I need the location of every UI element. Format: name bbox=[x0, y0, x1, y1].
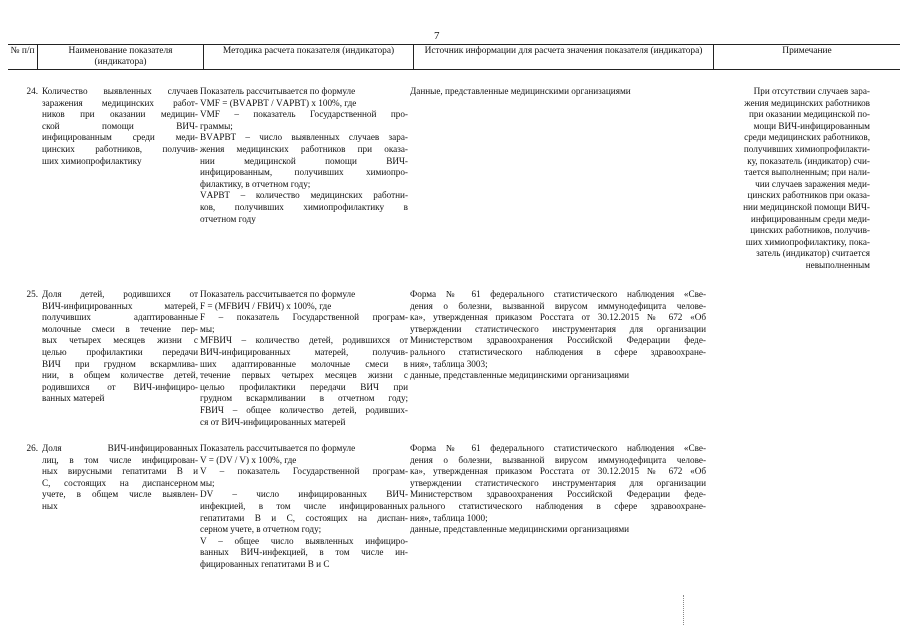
text-line: получивших адаптированные bbox=[42, 312, 198, 323]
text-line: VМF – показатель Государственной про- bbox=[200, 109, 408, 120]
indicator-name bbox=[42, 86, 198, 167]
text-line: С, состоящих на диспансерном bbox=[42, 477, 198, 488]
text-line: ванных матерей bbox=[42, 393, 105, 404]
text-line: фицированных гепатитами В и С bbox=[200, 558, 330, 569]
text-line: жения медицинских работников bbox=[744, 97, 870, 108]
text-line: ших адаптированные молочные смеси в bbox=[200, 358, 408, 369]
indicator-name bbox=[42, 289, 198, 405]
text-line: Министерством здравоохранения Российской Федерации феде- bbox=[410, 489, 706, 500]
text-line: утверждении статистического инструментария для организации bbox=[410, 477, 706, 488]
text-line: V = (DV / V) x 100%, где bbox=[200, 454, 297, 465]
text-line: ся от ВИЧ-инфицированных матерей bbox=[200, 416, 346, 427]
text-line: ской помощи ВИЧ- bbox=[42, 120, 198, 131]
text-line: VМF = (BVАРВТ / VАРВТ) x 100%, где bbox=[200, 97, 357, 108]
text-line: ных bbox=[42, 500, 58, 511]
text-line: ВИЧ-инфицированных матерей, получив- bbox=[200, 346, 408, 357]
text-line: ку, показатель (индикатор) счи- bbox=[747, 155, 870, 166]
information-source bbox=[410, 289, 706, 382]
text-line: затель (индикатор) считается bbox=[756, 248, 870, 259]
page-number: 7 bbox=[434, 30, 440, 42]
text-line: цинских работников, получив- bbox=[750, 225, 870, 236]
text-line: ших химиопрофилактику, пока- bbox=[745, 236, 870, 247]
text-line: течение первых четырех месяцев жизни с bbox=[200, 370, 408, 381]
table-header bbox=[8, 44, 900, 70]
text-line: целью профилактики передачи ВИЧ при bbox=[200, 381, 408, 392]
text-line: гепатитами В и С, состоящих на диспан- bbox=[200, 512, 408, 523]
text-line: Форма № 61 федерального статистического наблюдения «Све- bbox=[410, 443, 706, 453]
header-note: Примечание bbox=[782, 46, 832, 56]
text-line: лиц, в том числе инфицирован- bbox=[42, 454, 198, 465]
text-line: невыполненным bbox=[805, 259, 870, 270]
row-number: 26. bbox=[26, 443, 38, 453]
text-line: Доля детей, родившихся от bbox=[42, 289, 198, 299]
text-line: ка», утвержденная приказом Росстата от 30.12.2015 № 672 «Об bbox=[410, 466, 706, 477]
text-line: Министерством здравоохранения Российской Федерации феде- bbox=[410, 335, 706, 346]
header-method: Методика расчета показателя (индикатора) bbox=[204, 45, 414, 69]
text-line: мы; bbox=[200, 323, 215, 334]
text-line: при оказании медицинской по- bbox=[748, 109, 870, 120]
text-line: родившихся от ВИЧ-инфициро- bbox=[42, 381, 198, 392]
text-line: рального статистического наблюдения в сфере здравоохране- bbox=[410, 346, 706, 357]
text-line: VАРВТ – количество медицинских работни- bbox=[200, 190, 408, 201]
information-source bbox=[410, 86, 706, 98]
text-line: ка», утвержденная приказом Росстата от 30.12.2015 № 672 «Об bbox=[410, 312, 706, 323]
text-line: грудном вскармливании в отчетном году; bbox=[200, 393, 408, 404]
text-line: V – общее число выявленных инфициро- bbox=[200, 535, 408, 546]
text-line: Форма № 61 федерального статистического наблюдения «Све- bbox=[410, 289, 706, 299]
text-line: Доля ВИЧ-инфицированных bbox=[42, 443, 198, 453]
text-line: V – показатель Государственной програм- bbox=[200, 466, 408, 477]
text-line: ных вирусными гепатитами В и bbox=[42, 466, 198, 477]
information-source bbox=[410, 443, 706, 536]
text-line: мы; bbox=[200, 477, 215, 488]
indicator-name bbox=[42, 443, 198, 513]
text-line: ВИЧ при грудном вскармлива- bbox=[42, 358, 198, 369]
text-line: нии, в общем количестве детей, bbox=[42, 370, 198, 381]
text-line: тается выполненным; при нали- bbox=[744, 167, 870, 178]
text-line: целью профилактики передачи bbox=[42, 346, 198, 357]
text-line: ников при оказании медицин- bbox=[42, 109, 198, 120]
text-line: дения о болезни, вызванной вирусом иммунодефицита челове- bbox=[410, 300, 706, 311]
remark bbox=[720, 86, 870, 272]
text-line: ших химиопрофилактику bbox=[42, 155, 142, 166]
text-line: данные, представленные медицинскими организациями bbox=[410, 524, 630, 535]
text-line: граммы; bbox=[200, 120, 233, 131]
text-line: BVАРВТ – число выявленных случаев зара- bbox=[200, 132, 408, 143]
text-line: молочные смеси в течение пер- bbox=[42, 323, 198, 334]
text-line: серном учете, в отчетном году; bbox=[200, 524, 322, 535]
text-line: филактику, в отчетном году; bbox=[200, 178, 311, 189]
text-line: ния», таблица 1000; bbox=[410, 512, 488, 523]
text-line: мощи ВИЧ-инфицированным bbox=[753, 120, 870, 131]
scan-artifact-line bbox=[683, 595, 685, 625]
text-line: F = (MFВИЧ / FВИЧ) x 100%, где bbox=[200, 300, 332, 311]
text-line: инфекцией, в том числе инфицированных bbox=[200, 500, 408, 511]
text-line: среди медицинских работников, bbox=[744, 132, 870, 143]
text-line: инфицированным среди меди- bbox=[42, 132, 198, 143]
row-number: 25. bbox=[26, 289, 38, 299]
text-line: учете, в общем числе выявлен- bbox=[42, 489, 198, 500]
text-line: При отсутствии случаев зара- bbox=[753, 86, 870, 96]
text-line: дения о болезни, вызванной вирусом иммунодефицита челове- bbox=[410, 454, 706, 465]
text-line: Показатель рассчитывается по формуле bbox=[200, 289, 356, 299]
header-name: Наименование показателя (индикатора) bbox=[38, 45, 204, 69]
text-line: MFВИЧ – количество детей, родившихся от bbox=[200, 335, 408, 346]
text-line: цинских работников при оказа- bbox=[747, 190, 870, 201]
text-line: жения медицинских работников при оказа- bbox=[200, 143, 408, 154]
text-line: F – показатель Государственной програм- bbox=[200, 312, 408, 323]
header-source: Источник информации для расчета значения показателя (индикатора) bbox=[414, 45, 714, 69]
text-line: ния», таблица 3003; bbox=[410, 358, 488, 369]
text-line: цинских работников, получив- bbox=[42, 143, 198, 154]
text-line: чии случаев заражения меди- bbox=[755, 178, 870, 189]
text-line: данные, представленные медицинскими организациями bbox=[410, 370, 630, 381]
text-line: утверждении статистического инструментария для организации bbox=[410, 323, 706, 334]
text-line: отчетном году bbox=[200, 213, 256, 224]
text-line: Данные, представленные медицинскими организациями bbox=[410, 86, 631, 96]
text-line: Показатель рассчитывается по формуле bbox=[200, 443, 356, 453]
calculation-method bbox=[200, 289, 408, 428]
text-line: рального статистического наблюдения в сфере здравоохране- bbox=[410, 500, 706, 511]
text-line: нии медицинской помощи ВИЧ- bbox=[200, 155, 408, 166]
calculation-method bbox=[200, 86, 408, 225]
text-line: ков, получивших химиопрофилактику в bbox=[200, 201, 408, 212]
text-line: инфицированным, получивших химиопро- bbox=[200, 167, 408, 178]
text-line: ВИЧ-инфицированных матерей, bbox=[42, 300, 198, 311]
text-line: ванных ВИЧ-инфекцией, в том числе ин- bbox=[200, 547, 408, 558]
text-line: заражения медицинских работ- bbox=[42, 97, 198, 108]
text-line: получивших химиопрофилакти- bbox=[743, 143, 870, 154]
text-line: инфицированным среди меди- bbox=[750, 213, 870, 224]
calculation-method bbox=[200, 443, 408, 571]
text-line: FВИЧ – общее количество детей, родивших- bbox=[200, 404, 408, 415]
text-line: нии медицинской помощи ВИЧ- bbox=[743, 201, 870, 212]
row-number: 24. bbox=[26, 86, 38, 96]
header-num: № п/п bbox=[8, 45, 38, 69]
text-line: Показатель рассчитывается по формуле bbox=[200, 86, 356, 96]
text-line: DV – число инфицированных ВИЧ- bbox=[200, 489, 408, 500]
text-line: Количество выявленных случаев bbox=[42, 86, 198, 96]
text-line: вых четырех месяцев жизни с bbox=[42, 335, 198, 346]
